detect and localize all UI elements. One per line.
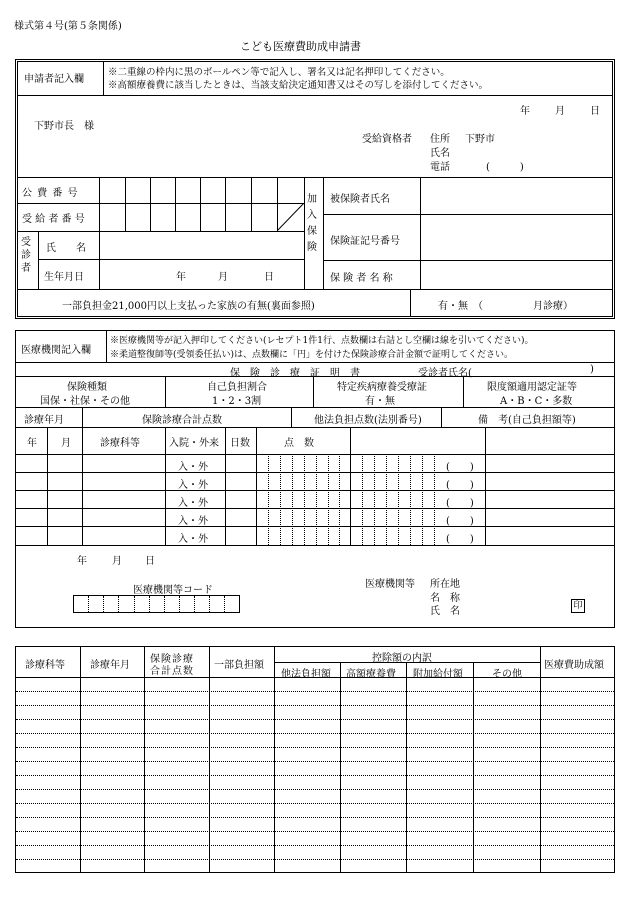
calc-header-additional: 附加給付額 <box>413 669 463 680</box>
visit-ym-label: 診療年月 <box>24 415 64 426</box>
copay-rate-value: 1・2・3割 <box>212 396 262 407</box>
birth-day: 日 <box>264 272 274 283</box>
inst-address-label: 所在地 <box>430 579 460 590</box>
inst-code-boxes[interactable] <box>73 595 240 613</box>
family-question: 一部負担金21,000円以上支払った家族の有無(裏面参照) <box>62 301 315 312</box>
remarks-label: 備 考(自己負担額等) <box>478 415 576 426</box>
cert-patient-name-label: 受診者氏名( <box>418 368 472 379</box>
calc-header-other: その他 <box>492 669 522 680</box>
calc-header-points-1: 保険診療 <box>150 654 194 665</box>
inst-person-label: 氏 名 <box>430 606 460 617</box>
row-5-paren: ( ) <box>446 534 474 545</box>
form-number: 様式第４号(第５条関係) <box>14 21 122 32</box>
inst-code-label: 医療機関等コード <box>133 585 213 596</box>
birth-date-label: 生年月日 <box>44 272 84 283</box>
birth-month: 月 <box>218 272 228 283</box>
medical-section-label: 医療機関記入欄 <box>21 345 91 356</box>
date-day: 日 <box>590 106 600 117</box>
date-month: 月 <box>555 106 565 117</box>
row-2-paren: ( ) <box>446 480 474 491</box>
public-number-label: 公 費 番 号 <box>22 188 79 199</box>
phone-paren: ( ) <box>486 162 524 173</box>
insurance-type-value: 国保・社保・その他 <box>40 396 130 407</box>
specific-disease-value: 有・無 <box>365 396 395 407</box>
row-1-inout: 入・外 <box>178 462 208 473</box>
calc-header-high-cost: 高額療養費 <box>346 669 396 680</box>
diagonal-slash <box>277 203 304 231</box>
applicant-section-label: 申請者記入欄 <box>24 74 84 85</box>
insured-name-label: 被保険者氏名 <box>330 194 390 205</box>
calc-header-dept: 診療科等 <box>25 660 65 671</box>
sig-year: 年 <box>77 556 87 567</box>
col-dept: 診療科等 <box>100 438 140 449</box>
calc-header-deduction: 控除額の内訳 <box>372 653 432 664</box>
calc-header-points-2: 合計点数 <box>150 666 194 677</box>
form-title: こども医療費助成申請書 <box>240 40 361 53</box>
cert-patient-name-close: ) <box>590 364 594 375</box>
inst-name-label: 名 称 <box>430 593 460 604</box>
insurance-label: 加入保険 <box>307 194 317 253</box>
inst-label: 医療機関等 <box>365 579 415 590</box>
col-days: 日数 <box>230 438 250 449</box>
phone-label: 電話 <box>430 162 450 173</box>
medical-note-2: ※柔道整復師等(受領委任払い)は、点数欄に「円」を付けた保険診療合計金額で証明してください。 <box>110 350 514 360</box>
calc-header-subsidy: 医療費助成額 <box>544 660 604 671</box>
qualified-person-label: 受給資格者 <box>362 134 412 145</box>
address-value: 下野市 <box>465 134 495 145</box>
limit-cert-value: A・B・C・多数 <box>500 396 573 407</box>
col-points: 点 数 <box>284 438 314 449</box>
family-answer: 有・無 （ 月診療） <box>438 301 573 312</box>
insurance-card-number-label: 保険証記号番号 <box>330 236 400 247</box>
birth-year: 年 <box>176 272 186 283</box>
date-year: 年 <box>520 106 530 117</box>
applicant-section <box>15 59 615 319</box>
ins-points-label: 保険診療合計点数 <box>142 415 222 426</box>
seal-box: 印 <box>571 599 585 613</box>
applicant-name-label: 氏名 <box>430 148 450 159</box>
row-4-inout: 入・外 <box>178 516 208 527</box>
sig-day: 日 <box>145 556 155 567</box>
copay-rate-label: 自己負担割合 <box>207 382 267 393</box>
insurer-name-label: 保 険 者 名 称 <box>330 273 393 284</box>
calc-header-other-law: 他法負担額 <box>281 669 331 680</box>
col-month: 月 <box>61 438 71 449</box>
calc-table <box>15 646 615 873</box>
col-inout: 入院・外来 <box>169 438 219 449</box>
addressee: 下野市長 様 <box>34 121 94 132</box>
sig-month: 月 <box>112 556 122 567</box>
col-year: 年 <box>27 438 37 449</box>
applicant-note-1: ※二重線の枠内に黒のボールペン等で記入し、署名又は記名押印してください。 <box>108 67 450 78</box>
specific-disease-label: 特定疾病療養受療証 <box>337 382 427 393</box>
address-label: 住所 <box>430 134 450 145</box>
applicant-note-2: ※高額療養費に該当したときは、当該支給決定通知書又はその写しを添付してください。 <box>108 80 489 91</box>
row-4-paren: ( ) <box>446 516 474 527</box>
calc-header-ym: 診療年月 <box>90 660 130 671</box>
limit-cert-label: 限度額適用認定証等 <box>487 382 577 393</box>
calc-header-copay: 一部負担額 <box>214 660 264 671</box>
recipient-number-label: 受 給 者 番 号 <box>22 214 85 225</box>
row-1-paren: ( ) <box>446 462 474 473</box>
row-5-inout: 入・外 <box>178 534 208 545</box>
row-2-inout: 入・外 <box>178 480 208 491</box>
medical-note-1: ※医療機関等が記入押印してください(レセプト1件1行、点数欄は右詰とし空欄は線を引いてください)。 <box>110 336 534 346</box>
row-3-paren: ( ) <box>446 498 474 509</box>
other-points-label: 他法負担点数(法別番号) <box>314 415 422 426</box>
certificate-title: 保 険 診 療 証 明 書 <box>230 368 360 379</box>
patient-label: 受診者 <box>21 237 31 274</box>
row-3-inout: 入・外 <box>178 498 208 509</box>
patient-name-label: 氏 名 <box>46 243 86 254</box>
insurance-type-label: 保険種類 <box>67 382 107 393</box>
